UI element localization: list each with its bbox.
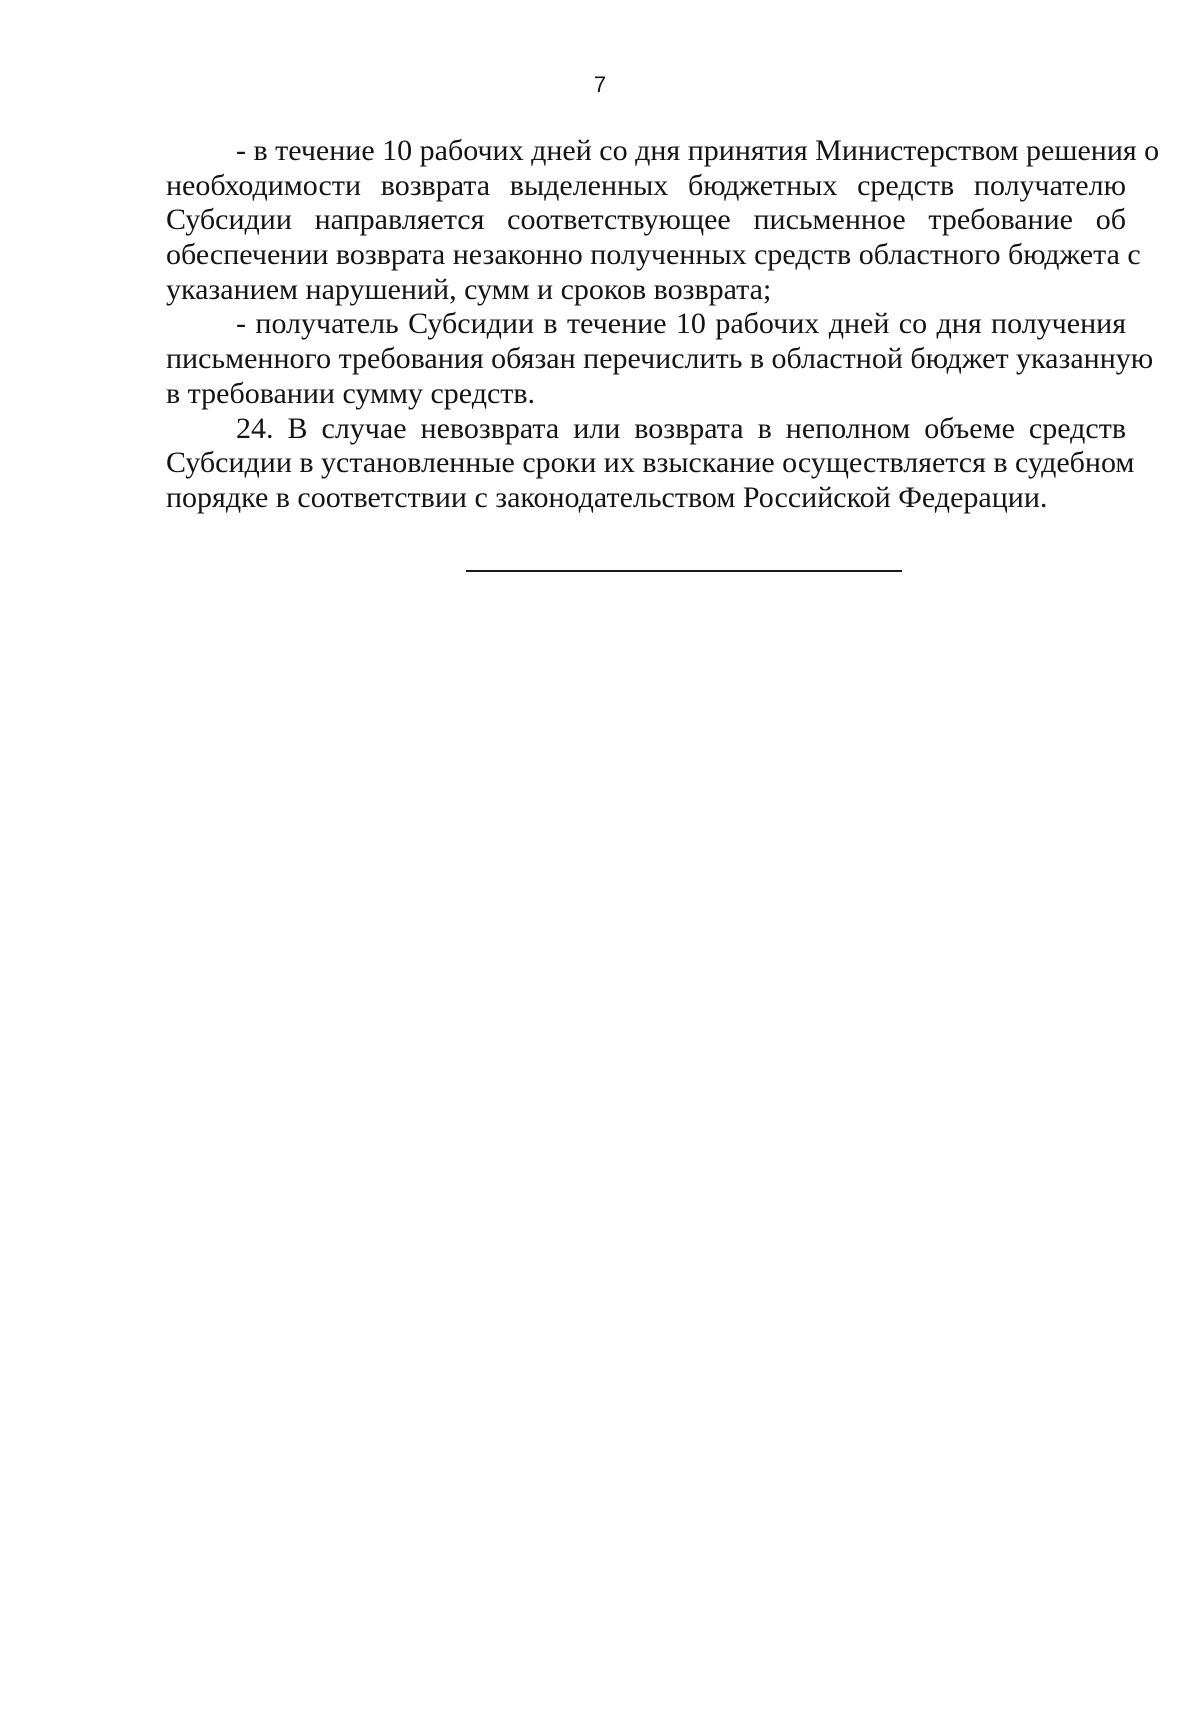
paragraph-clause-24 — [166, 411, 1135, 516]
paragraph-line: Субсидии в установленные сроки их взыскание осуществляется в судебном — [166, 446, 1135, 480]
paragraph-line: порядке в соответствии с законодательством Российской Федерации. — [166, 480, 1048, 514]
paragraph-recipient-obligation — [166, 307, 1154, 411]
paragraph-line: 24. В случае невозврата или возврата в неполном объеме средств — [236, 411, 1126, 445]
paragraph-line: Субсидии направляется соответствующее письменное требование об — [166, 203, 1126, 237]
paragraph-return-notice — [166, 134, 1160, 307]
paragraph-line: необходимости возврата выделенных бюджетных средств получателю — [166, 168, 1126, 202]
paragraph-line: письменного требования обязан перечислить в областной бюджет указанную — [166, 342, 1154, 376]
page-number: 7 — [593, 72, 607, 97]
paragraph-line: обеспечении возврата незаконно полученных средств областного бюджета с — [166, 238, 1141, 272]
paragraph-line: - получатель Субсидии в течение 10 рабочих дней со дня получения — [236, 307, 1126, 341]
paragraph-line: - в течение 10 рабочих дней со дня принятия Министерством решения о — [236, 134, 1160, 167]
end-of-document-rule — [466, 570, 902, 572]
document-body — [166, 134, 1160, 516]
paragraph-line: в требовании сумму средств. — [166, 376, 536, 410]
paragraph-line: указанием нарушений, сумм и сроков возврата; — [166, 272, 772, 306]
